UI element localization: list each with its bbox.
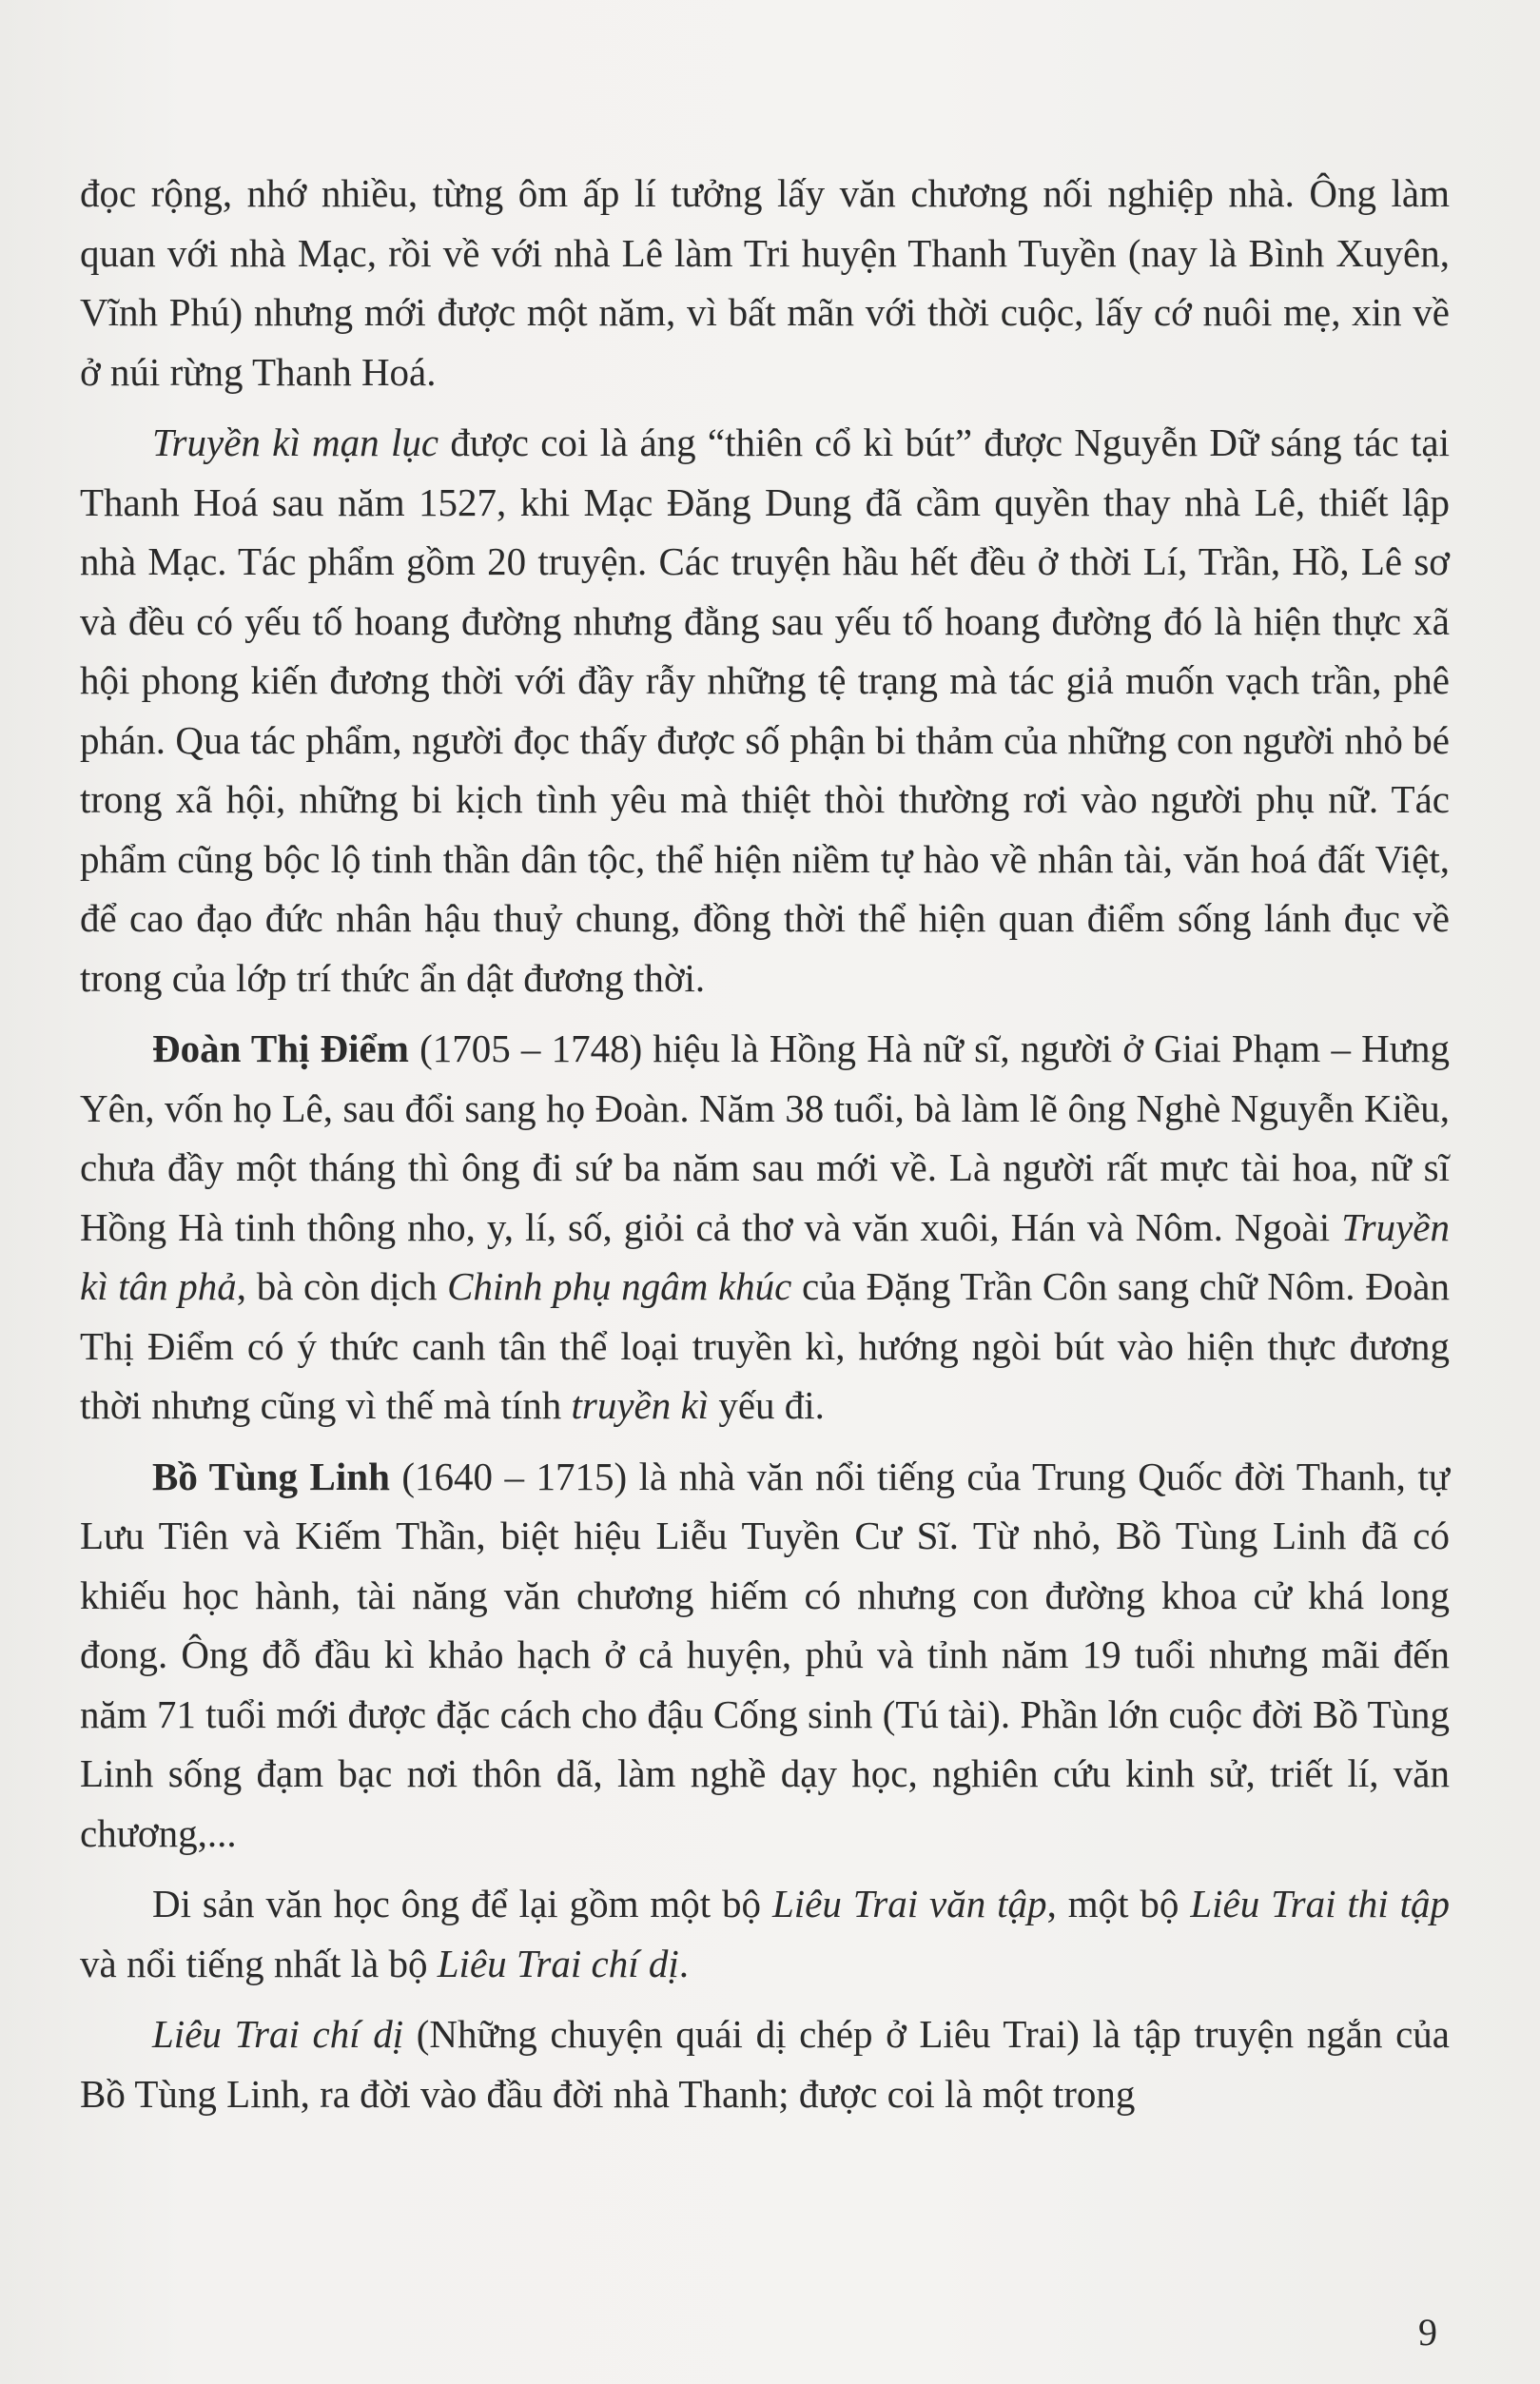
paragraph: [80, 2004, 1450, 2123]
text-run: và nổi tiếng nhất là bộ: [80, 1941, 438, 1985]
text-run: yếu đi.: [709, 1383, 825, 1427]
body-text: [80, 164, 1450, 2123]
author-name: Bồ Tùng Linh: [152, 1454, 390, 1498]
text-run: , bà còn dịch: [236, 1264, 448, 1308]
paragraph: [80, 1019, 1450, 1436]
paragraph: [80, 164, 1450, 401]
text-run: , một bộ: [1046, 1882, 1191, 1925]
text-run: Di sản văn học ông để lại gồm một bộ: [152, 1882, 772, 1925]
text-run: .: [678, 1941, 690, 1985]
text-run: (1640 – 1715) là nhà văn nổi tiếng của Trung Quốc đời Thanh, tự Lưu Tiên và Kiếm Thần, biệt hiệu Liễu Tuyền Cư Sĩ. Từ nhỏ, Bồ Tùng Linh đã có khiếu học hành, tài năng văn chương hiếm có nhưng con đường khoa cử khá long đong. Ông đỗ đầu kì khảo hạch ở cả huyện, phủ và tỉnh năm 19 tuổi nhưng mãi đến năm 71 tuổi mới được đặc cách cho đậu Cống sinh (Tú tài). Phần lớn cuộc đời Bồ Tùng Linh sống đạm bạc nơi thôn dã, làm nghề dạy học, nghiên cứu kinh sử, triết lí, văn chương,...: [80, 1454, 1450, 1855]
page-number: 9: [1418, 2311, 1437, 2354]
work-title: Liêu Trai văn tập: [771, 1882, 1047, 1925]
text-run: đọc rộng, nhớ nhiều, từng ôm ấp lí tưởng lấy văn chương nối nghiệp nhà. Ông làm quan với nhà Mạc, rồi về với nhà Lê làm Tri huyện Thanh Tuyền (nay là Bình Xuyên, Vĩnh Phú) nhưng mới được một năm, vì bất mãn với thời cuộc, lấy cớ nuôi mẹ, xin về ở núi rừng Thanh Hoá.: [80, 171, 1450, 394]
work-title: Truyền kì mạn lục: [152, 420, 439, 464]
work-title: Liêu Trai chí dị: [437, 1941, 679, 1985]
text-run: (1705 – 1748) hiệu là Hồng Hà nữ sĩ, người ở Giai Phạm – Hưng Yên, vốn họ Lê, sau đổi sang họ Đoàn. Năm 38 tuổi, bà làm lẽ ông Nghè Nguyễn Kiều, chưa đầy một tháng thì ông đi sứ ba năm sau mới về. Là người rất mực tài hoa, nữ sĩ Hồng Hà tinh thông nho, y, lí, số, giỏi cả thơ và văn xuôi, Hán và Nôm. Ngoài: [80, 1026, 1450, 1249]
text-run: của Đặng Trần Côn sang chữ Nôm. Đoàn Thị Điểm có ý thức canh tân thể loại truyền kì, hướng ngòi bút vào hiện thực đương thời nhưng cũng vì thế mà tính: [80, 1264, 1451, 1427]
text-run: được coi là áng “thiên cổ kì bút” được Nguyễn Dữ sáng tác tại Thanh Hoá sau năm 1527, khi Mạc Đăng Dung đã cầm quyền thay nhà Lê, thiết lập nhà Mạc. Tác phẩm gồm 20 truyện. Các truyện hầu hết đều ở thời Lí, Trần, Hồ, Lê sơ và đều có yếu tố hoang đường nhưng đằng sau yếu tố hoang đường đó là hiện thực xã hội phong kiến đương thời với đầy rẫy những tệ trạng mà tác giả muốn vạch trần, phê phán. Qua tác phẩm, người đọc thấy được số phận bi thảm của những con người nhỏ bé trong xã hội, những bi kịch tình yêu mà thiệt thòi thường rơi vào người phụ nữ. Tác phẩm cũng bộc lộ tinh thần dân tộc, thể hiện niềm tự hào về nhân tài, văn hoá đất Việt, để cao đạo đức nhân hậu thuỷ chung, đồng thời thể hiện quan điểm sống lánh đục về trong của lớp trí thức ẩn dật đương thời.: [80, 420, 1450, 1000]
text-run: (Những chuyện quái dị chép ở Liêu Trai) là tập truyện ngắn của Bồ Tùng Linh, ra đời vào đầu đời nhà Thanh; được coi là một trong: [80, 2012, 1451, 2116]
author-name: Đoàn Thị Điểm: [152, 1026, 409, 1070]
work-title: Liêu Trai thi tập: [1190, 1882, 1450, 1925]
paragraph: [80, 413, 1450, 1007]
work-title: Liêu Trai chí dị: [152, 2012, 404, 2056]
paragraph: [80, 1447, 1450, 1864]
work-title: truyền kì: [571, 1383, 710, 1427]
work-title: Chinh phụ ngâm khúc: [447, 1264, 792, 1308]
paragraph: [80, 1874, 1450, 1993]
work-title: Truyền kì tân phả: [80, 1204, 1450, 1308]
